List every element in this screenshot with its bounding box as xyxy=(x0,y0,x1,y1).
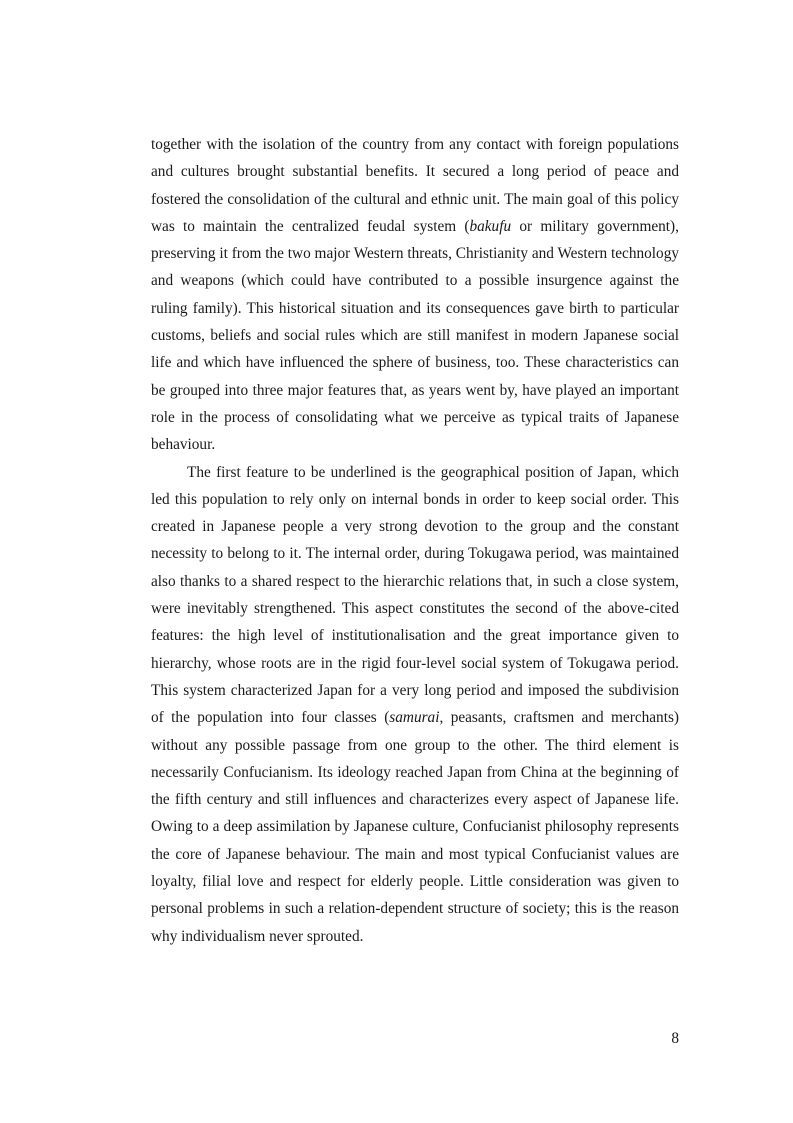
paragraph-2-text-c: , peasants, craftsmen and merchants) without any possible passage from one group to the other. The third element is necessarily Confucianism. Its ideology reached Japan from China at the beginning of the fifth century and still influences and characterizes every aspect of Japanese life. Owing to a deep assimilation by Japanese culture, Confucianist philosophy represents the core of Japanese behaviour. The main and most typical Confucianist values are loyalty, filial love and respect for elderly people. Little consideration was given to personal problems in such a relation-dependent structure of society; this is the reason why individualism never sprouted. xyxy=(151,709,679,945)
body-text xyxy=(151,131,679,950)
paragraph-2-text-a: The first feature to be underlined is the geographical position of Japan, which led this population to rely only on internal bonds in order to keep social order. This created in Japanese people a very strong devotion to the group and the constant necessity to belong to it. The internal order, during Tokugawa period, was maintained also thanks to a shared respect to the hierarchic relations that, in such a close system, were inevitably strengthened. This aspect constitutes the second of the above-cited features: the high level of institutionalisation and the great importance given to hierarchy, whose roots are in the rigid four-level social system of Tokugawa period. This system characterized Japan for a very long period and imposed the subdivision of the population into four classes ( xyxy=(151,463,679,727)
paragraph-2 xyxy=(151,459,679,950)
page-number: 8 xyxy=(671,1030,679,1047)
italic-term-samurai: samurai xyxy=(389,709,440,727)
paragraph-1 xyxy=(151,131,679,459)
italic-term-bakufu: bakufu xyxy=(469,217,512,235)
paragraph-1-text-a: together with the isolation of the country from any contact with foreign populations and cultures brought substantial benefits. It secured a long period of peace and fostered the consolidation of the cultural and ethnic unit. The main goal of this policy was to maintain the centralized feudal system ( xyxy=(151,136,679,235)
paragraph-1-text-c: or military government), preserving it from the two major Western threats, Christianity and Western technology and weapons (which could have contributed to a possible insurgence against the ruling family). This historical situation and its consequences gave birth to particular customs, beliefs and social rules which are still manifest in modern Japanese social life and which have influenced the sphere of business, too. These characteristics can be grouped into three major features that, as years went by, have played an important role in the process of consolidating what we perceive as typical traits of Japanese behaviour. xyxy=(151,217,679,454)
